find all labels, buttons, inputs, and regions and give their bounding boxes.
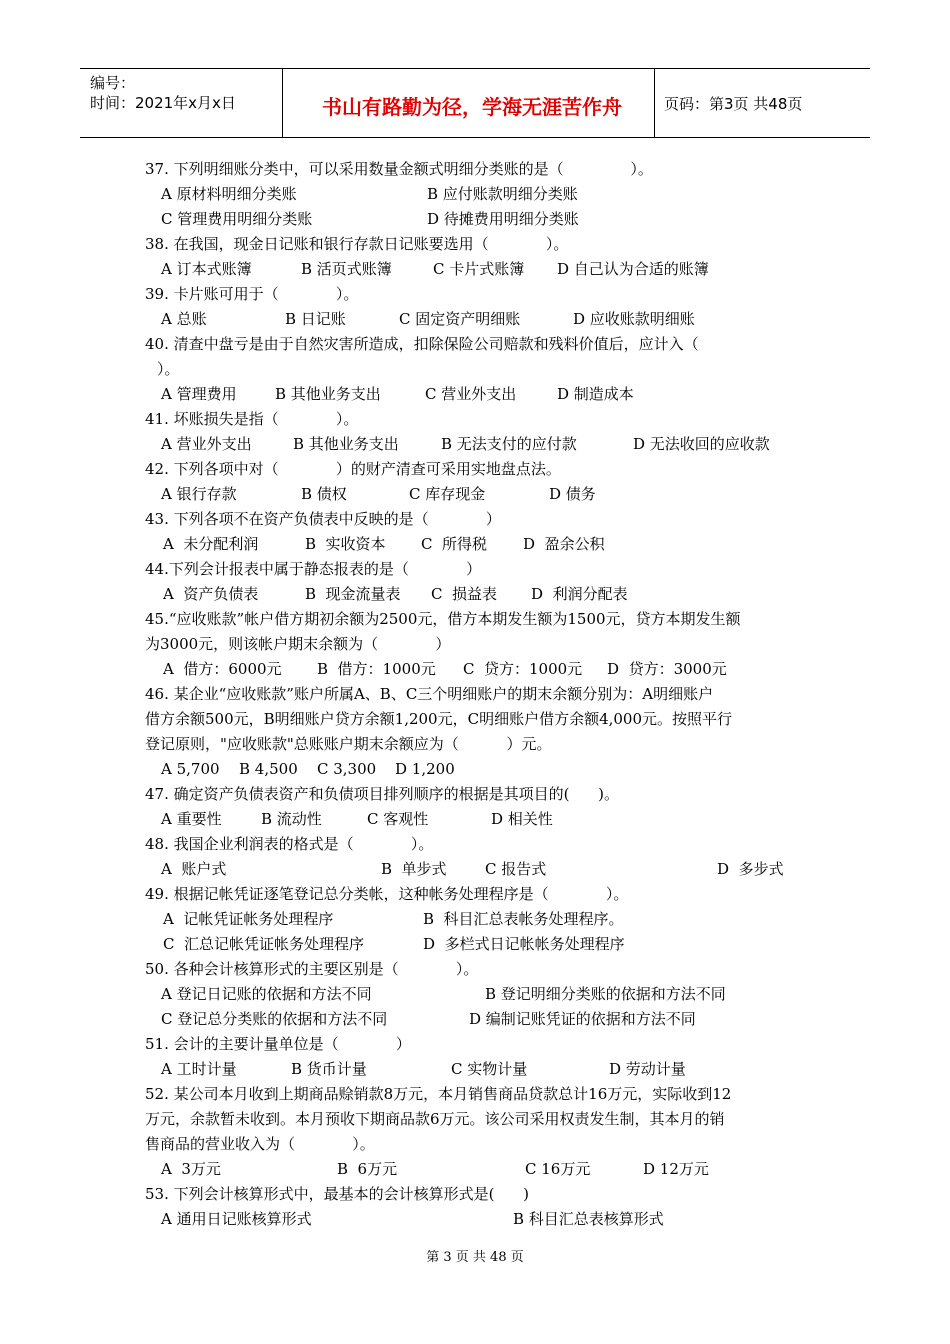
option-a: A 营业外支出 bbox=[161, 435, 252, 453]
option-b: B 流动性 bbox=[261, 810, 322, 828]
option-c: C 损益表 bbox=[431, 585, 498, 603]
option-a: A 未分配利润 bbox=[163, 535, 259, 553]
question-list bbox=[145, 157, 810, 1232]
question-options bbox=[145, 932, 810, 957]
option-a: A 管理费用 bbox=[161, 385, 237, 403]
option-b: B 其他业务支出 bbox=[275, 385, 381, 403]
option-a: A 3万元 bbox=[161, 1160, 221, 1178]
question-stem-continued: 万元，余款暂未收到。本月预收下期商品款6万元。该公司采用权责发生制，其本月的销 bbox=[145, 1110, 725, 1128]
option-c: C 登记总分类账的依据和方法不同 bbox=[161, 1010, 388, 1028]
option-b: B 实收资本 bbox=[305, 535, 386, 553]
option-a: A 账户式 bbox=[161, 860, 227, 878]
option-d: D 贷方：3000元 bbox=[607, 660, 727, 678]
question-options bbox=[145, 182, 810, 207]
option-b: B 日记账 bbox=[285, 310, 346, 328]
option-d: D 12万元 bbox=[643, 1160, 709, 1178]
option-c: C 报告式 bbox=[485, 860, 547, 878]
option-a: A 订本式账簿 bbox=[161, 260, 252, 278]
option-c: C 营业外支出 bbox=[425, 385, 517, 403]
option-b: B 科目汇总表帐务处理程序。 bbox=[423, 910, 624, 928]
option-a: A 工时计量 bbox=[161, 1060, 237, 1078]
header-divider bbox=[654, 69, 655, 137]
question-stem: 48. 我国企业利润表的格式是（ ）。 bbox=[145, 835, 434, 853]
question-options bbox=[145, 757, 810, 782]
question-stem: 42. 下列各项中对（ ）的财产清查可采用实地盘点法。 bbox=[145, 460, 561, 478]
option-a: A 总账 bbox=[161, 310, 207, 328]
option-d: D 多步式 bbox=[717, 860, 784, 878]
question-stem: 43. 下列各项不在资产负债表中反映的是（ ） bbox=[145, 510, 501, 528]
page-footer: 第 3 页 共 48 页 bbox=[426, 1250, 524, 1265]
option-d: D 应收账款明细账 bbox=[573, 310, 695, 328]
option-b: B 单步式 bbox=[381, 860, 447, 878]
option-b: B 货币计量 bbox=[291, 1060, 367, 1078]
question-options bbox=[145, 1207, 810, 1232]
question-stem: 39. 卡片账可用于（ ）。 bbox=[145, 285, 359, 303]
option-b: B 借方：1000元 bbox=[317, 660, 436, 678]
question-stem: 52. 某公司本月收到上期商品赊销款8万元，本月销售商品贷款总计16万元，实际收到12 bbox=[145, 1085, 732, 1103]
option-b: B 应付账款明细分类账 bbox=[427, 185, 578, 203]
question-stem: 46. 某企业“应收账款”账户所属A、B、C三个明细账户的期末余额分别为：A明细账户 bbox=[145, 685, 714, 703]
question-stem: 53. 下列会计核算形式中，最基本的会计核算形式是( ) bbox=[145, 1185, 529, 1203]
option-b: B 其他业务支出 bbox=[293, 435, 399, 453]
option-d: D 利润分配表 bbox=[531, 585, 628, 603]
option-b: B 4,500 bbox=[239, 760, 298, 778]
option-a: A 原材料明细分类账 bbox=[161, 185, 297, 203]
option-d: D 编制记账凭证的依据和方法不同 bbox=[469, 1010, 696, 1028]
question-options bbox=[145, 207, 810, 232]
question-stem: 44.下列会计报表中属于静态报表的是（ ） bbox=[145, 560, 482, 578]
question-options bbox=[145, 432, 810, 457]
question-options bbox=[145, 807, 810, 832]
option-a: A 借方：6000元 bbox=[163, 660, 282, 678]
option-d: D 1,200 bbox=[395, 760, 455, 778]
question-stem: 47. 确定资产负债表资产和负债项目排列顺序的根据是其项目的( )。 bbox=[145, 785, 619, 803]
option-a: A 登记日记账的依据和方法不同 bbox=[161, 985, 372, 1003]
header-divider bbox=[282, 69, 283, 137]
question-options bbox=[145, 857, 810, 882]
question-options bbox=[145, 582, 810, 607]
question-options bbox=[145, 257, 810, 282]
question-options bbox=[145, 532, 810, 557]
option-c: C 管理费用明细分类账 bbox=[161, 210, 313, 228]
question-stem: 37. 下列明细账分类中，可以采用数量金额式明细分类账的是（ ）。 bbox=[145, 160, 653, 178]
header-left bbox=[90, 73, 236, 113]
question-stem: 51. 会计的主要计量单位是（ ） bbox=[145, 1035, 411, 1053]
option-d: D 自己认为合适的账簿 bbox=[557, 260, 709, 278]
question-options bbox=[145, 482, 810, 507]
doc-date-label: 时间：2021年x月x日 bbox=[90, 94, 236, 112]
option-c: C 所得税 bbox=[421, 535, 488, 553]
question-options bbox=[145, 307, 810, 332]
option-d: D 待摊费用明细分类账 bbox=[427, 210, 579, 228]
question-stem-continued: 登记原则，"应收账款"总账账户期末余额应为（ ）元。 bbox=[145, 735, 552, 753]
option-c: C 16万元 bbox=[525, 1160, 591, 1178]
option-c: C 汇总记帐凭证帐务处理程序 bbox=[163, 935, 365, 953]
option-d: D 无法收回的应收款 bbox=[633, 435, 770, 453]
option-d: D 多栏式日记帐帐务处理程序 bbox=[423, 935, 625, 953]
question-stem-continued: 借方余额500元，B明细账户贷方余额1,200元，C明细账户借方余额4,000元。按照平行 bbox=[145, 710, 733, 728]
option-d: D 相关性 bbox=[491, 810, 553, 828]
doc-number-label: 编号： bbox=[90, 74, 136, 92]
option-c: B 无法支付的应付款 bbox=[441, 435, 577, 453]
question-options bbox=[145, 1057, 810, 1082]
question-options bbox=[145, 657, 810, 682]
question-options bbox=[145, 1157, 810, 1182]
option-d: D 劳动计量 bbox=[609, 1060, 686, 1078]
question-stem-continued: 售商品的营业收入为（ ）。 bbox=[145, 1135, 375, 1153]
header-motto: 书山有路勤为径，学海无涯苦作舟 bbox=[322, 95, 622, 119]
question-stem: 50. 各种会计核算形式的主要区别是（ ）。 bbox=[145, 960, 479, 978]
option-c: C 固定资产明细账 bbox=[399, 310, 521, 328]
question-stem: 49. 根据记帐凭证逐笔登记总分类帐，这种帐务处理程序是（ ）。 bbox=[145, 885, 629, 903]
option-c: C 客观性 bbox=[367, 810, 429, 828]
option-c: C 卡片式账簿 bbox=[433, 260, 525, 278]
option-c: C 贷方：1000元 bbox=[463, 660, 583, 678]
option-a: A 资产负债表 bbox=[163, 585, 259, 603]
question-options bbox=[145, 982, 810, 1007]
option-d: D 盈余公积 bbox=[523, 535, 605, 553]
option-a: A 重要性 bbox=[161, 810, 222, 828]
option-b: B 活页式账簿 bbox=[301, 260, 392, 278]
option-b: B 登记明细分类账的依据和方法不同 bbox=[485, 985, 726, 1003]
header-page-info: 页码：第3页 共48页 bbox=[664, 95, 803, 113]
option-a: A 5,700 bbox=[161, 760, 220, 778]
option-a: A 通用日记账核算形式 bbox=[161, 1210, 312, 1228]
page-header bbox=[80, 68, 870, 138]
option-b: B 6万元 bbox=[337, 1160, 398, 1178]
question-stem: 41. 坏账损失是指（ ）。 bbox=[145, 410, 359, 428]
option-c: C 库存现金 bbox=[409, 485, 486, 503]
question-stem: 38. 在我国，现金日记账和银行存款日记账要选用（ ）。 bbox=[145, 235, 569, 253]
question-stem: 45.“应收账款”帐户借方期初余额为2500元，借方本期发生额为1500元，贷方本期发生额 bbox=[145, 610, 741, 628]
question-stem: 40. 清查中盘亏是由于自然灾害所造成，扣除保险公司赔款和残料价值后，应计入（ bbox=[145, 335, 699, 353]
option-a: A 记帐凭证帐务处理程序 bbox=[163, 910, 334, 928]
option-b: B 现金流量表 bbox=[305, 585, 401, 603]
option-c: C 实物计量 bbox=[451, 1060, 528, 1078]
question-stem-continued: 为3000元，则该帐户期末余额为（ ） bbox=[145, 635, 451, 653]
option-c: C 3,300 bbox=[317, 760, 377, 778]
option-d: D 制造成本 bbox=[557, 385, 634, 403]
question-options bbox=[145, 382, 810, 407]
option-d: D 债务 bbox=[549, 485, 596, 503]
option-b: B 债权 bbox=[301, 485, 347, 503]
option-b: B 科目汇总表核算形式 bbox=[513, 1210, 664, 1228]
option-a: A 银行存款 bbox=[161, 485, 237, 503]
question-stem-continued: ）。 bbox=[157, 360, 180, 378]
question-options bbox=[145, 907, 810, 932]
question-options bbox=[145, 1007, 810, 1032]
